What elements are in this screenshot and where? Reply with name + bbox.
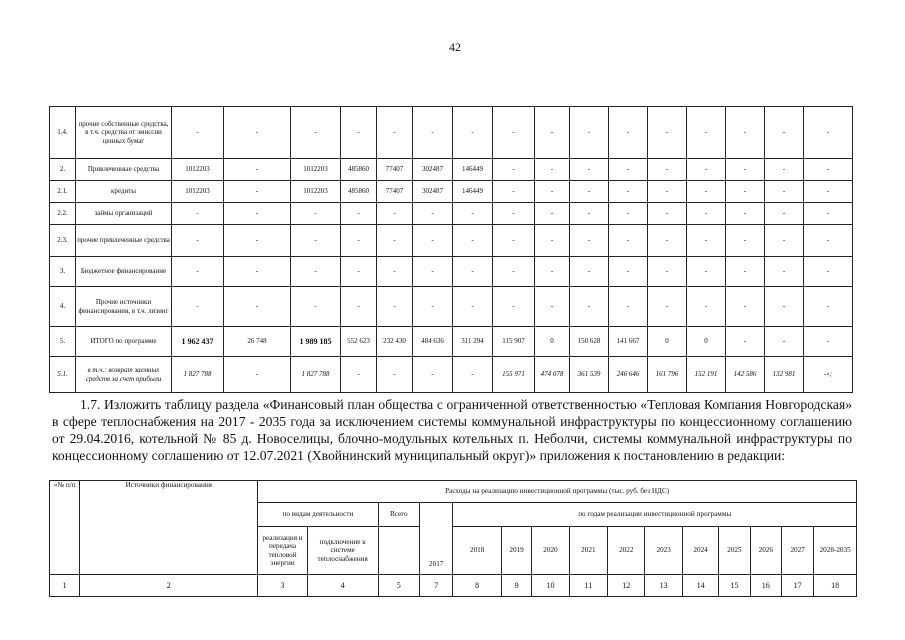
table-cell: - bbox=[413, 357, 453, 393]
table-cell: 132 981 bbox=[765, 357, 804, 393]
row-source-name: прочие собственные средства, в т.ч. средства от эмиссии ценных бумаг bbox=[76, 107, 172, 159]
row-source-name: Привлеченные средства bbox=[76, 159, 172, 181]
table-cell: - bbox=[765, 159, 804, 181]
table-cell: - bbox=[804, 287, 853, 327]
header-by-activity: по видам деятельности bbox=[258, 503, 378, 527]
table-cell: - bbox=[493, 159, 535, 181]
row-number: 2.1. bbox=[50, 181, 76, 203]
table-cell: - bbox=[224, 107, 291, 159]
table-cell: - bbox=[291, 107, 341, 159]
table-cell: - bbox=[535, 287, 570, 327]
row-number: 5. bbox=[50, 327, 76, 357]
header-year: 2023 bbox=[645, 527, 682, 575]
table-cell: 161 796 bbox=[648, 357, 687, 393]
table-cell: - bbox=[765, 257, 804, 287]
table-cell: - bbox=[413, 257, 453, 287]
table-cell: - bbox=[570, 107, 609, 159]
table-cell: - bbox=[172, 287, 224, 327]
header-expenses: Расходы на реализацию инвестиционной программы (тыс. руб. без НДС) bbox=[258, 481, 857, 503]
header-num: «№ п/п bbox=[50, 481, 80, 575]
table-cell: - bbox=[413, 203, 453, 225]
row-number: 3. bbox=[50, 257, 76, 287]
table-cell: - bbox=[341, 287, 377, 327]
table-cell: 1012203 bbox=[172, 159, 224, 181]
table-cell: - bbox=[609, 287, 648, 327]
table-cell: - bbox=[341, 203, 377, 225]
row-number: 2.3. bbox=[50, 225, 76, 257]
row-source-name: в т.ч.: возврат заемных средств за счет прибыли bbox=[76, 357, 172, 393]
table-row bbox=[50, 287, 853, 327]
header-year: 2025 bbox=[719, 527, 750, 575]
table-cell: - bbox=[224, 257, 291, 287]
row-number: 2. bbox=[50, 159, 76, 181]
table-cell: - bbox=[570, 287, 609, 327]
table-cell: - bbox=[291, 225, 341, 257]
table-cell: 361 539 bbox=[570, 357, 609, 393]
header-total-empty bbox=[378, 527, 419, 575]
column-number: 2 bbox=[80, 575, 258, 597]
row-source-name: кредиты bbox=[76, 181, 172, 203]
table-cell: - bbox=[609, 159, 648, 181]
table-cell: - bbox=[726, 203, 765, 225]
table-cell: - bbox=[726, 225, 765, 257]
table-cell: - bbox=[765, 225, 804, 257]
column-number: 13 bbox=[645, 575, 682, 597]
table-cell: - bbox=[535, 257, 570, 287]
table-cell: - bbox=[341, 257, 377, 287]
table-cell: - bbox=[535, 181, 570, 203]
table-cell: - bbox=[804, 327, 853, 357]
column-number: 9 bbox=[501, 575, 531, 597]
table-row bbox=[50, 181, 853, 203]
table-cell: - bbox=[687, 257, 726, 287]
table-cell: - bbox=[804, 225, 853, 257]
table-cell: - bbox=[224, 287, 291, 327]
table-cell: - bbox=[493, 107, 535, 159]
header-year: 2028-2035 bbox=[814, 527, 857, 575]
table-cell: - bbox=[291, 257, 341, 287]
table-cell: - bbox=[726, 257, 765, 287]
table-cell: - bbox=[648, 181, 687, 203]
table-cell: 0 bbox=[648, 327, 687, 357]
table-cell: - bbox=[413, 225, 453, 257]
table-cell: 302487 bbox=[413, 159, 453, 181]
header-realization: реализация и передача тепловой энергии bbox=[258, 527, 308, 575]
table-cell: - bbox=[453, 257, 493, 287]
column-number: 7 bbox=[420, 575, 453, 597]
table-cell: 1012203 bbox=[291, 159, 341, 181]
column-number: 4 bbox=[307, 575, 378, 597]
table-cell: 155 971 bbox=[493, 357, 535, 393]
table-cell: - bbox=[341, 225, 377, 257]
table-row bbox=[50, 203, 853, 225]
column-number: 11 bbox=[569, 575, 607, 597]
table-cell: - bbox=[453, 107, 493, 159]
page-number: 42 bbox=[449, 40, 461, 54]
table-cell: - bbox=[224, 225, 291, 257]
table-row bbox=[50, 327, 853, 357]
header-year: 2027 bbox=[781, 527, 813, 575]
table-cell: - bbox=[224, 159, 291, 181]
table-cell: - bbox=[765, 107, 804, 159]
table-row bbox=[50, 225, 853, 257]
table-cell: 0 bbox=[535, 327, 570, 357]
header-year: 2024 bbox=[682, 527, 718, 575]
table-cell: - bbox=[609, 257, 648, 287]
table-cell: - bbox=[453, 225, 493, 257]
table-cell: - bbox=[609, 203, 648, 225]
financial-plan-table-header bbox=[49, 480, 857, 597]
column-number: 16 bbox=[750, 575, 781, 597]
header-source: Источники финансирования bbox=[80, 481, 258, 575]
table-cell: - bbox=[687, 287, 726, 327]
table-cell: - bbox=[609, 225, 648, 257]
table-cell: - bbox=[726, 159, 765, 181]
header-year: 2026 bbox=[750, 527, 781, 575]
table-cell: - bbox=[341, 357, 377, 393]
table-cell: 302487 bbox=[413, 181, 453, 203]
table-cell: - bbox=[648, 203, 687, 225]
table-cell: - bbox=[535, 203, 570, 225]
table-cell: - bbox=[804, 159, 853, 181]
column-number: 5 bbox=[378, 575, 419, 597]
table-cell: - bbox=[648, 287, 687, 327]
table-cell: - bbox=[172, 257, 224, 287]
table-cell: - bbox=[224, 203, 291, 225]
clause-paragraph bbox=[52, 396, 852, 464]
column-number: 18 bbox=[814, 575, 857, 597]
column-number: 17 bbox=[781, 575, 813, 597]
table-cell: - bbox=[172, 203, 224, 225]
table-cell: 1 827 788 bbox=[172, 357, 224, 393]
table-cell: 1012203 bbox=[172, 181, 224, 203]
table-cell: - bbox=[493, 257, 535, 287]
table-cell: - bbox=[726, 287, 765, 327]
table-cell: - bbox=[570, 257, 609, 287]
table-cell: - bbox=[535, 159, 570, 181]
table-cell: - bbox=[765, 203, 804, 225]
table-cell: - bbox=[687, 225, 726, 257]
table-cell: - bbox=[687, 107, 726, 159]
table-cell: - bbox=[726, 181, 765, 203]
table-cell: - bbox=[804, 257, 853, 287]
table-cell: 484 636 bbox=[413, 327, 453, 357]
table-cell: - bbox=[804, 181, 853, 203]
table-cell: 141 667 bbox=[609, 327, 648, 357]
table-cell: 0 bbox=[687, 327, 726, 357]
table-cell: - bbox=[413, 287, 453, 327]
table-cell: - bbox=[648, 107, 687, 159]
row-source-name: Прочие источники финансирования, в т.ч. лизинг bbox=[76, 287, 172, 327]
table-cell: - bbox=[224, 181, 291, 203]
table-cell: - bbox=[493, 225, 535, 257]
table-cell: - bbox=[535, 107, 570, 159]
table-cell: 1 962 437 bbox=[172, 327, 224, 357]
table-cell: - bbox=[291, 287, 341, 327]
table-row bbox=[50, 257, 853, 287]
table-cell: 1012203 bbox=[291, 181, 341, 203]
table-cell: 152 191 bbox=[687, 357, 726, 393]
table-cell: - bbox=[493, 287, 535, 327]
table-cell: 232 430 bbox=[377, 327, 413, 357]
table-cell: - bbox=[804, 107, 853, 159]
table-cell: - bbox=[377, 225, 413, 257]
table-cell: - bbox=[453, 287, 493, 327]
row-number: 5.1. bbox=[50, 357, 76, 393]
table-cell: - bbox=[570, 181, 609, 203]
column-number: 8 bbox=[453, 575, 502, 597]
table-cell: - bbox=[687, 181, 726, 203]
table-cell: - bbox=[609, 181, 648, 203]
table-cell: - bbox=[570, 159, 609, 181]
header-total: Всего bbox=[378, 503, 419, 527]
table-cell: - bbox=[765, 287, 804, 327]
table-cell: 1 827 788 bbox=[291, 357, 341, 393]
table-cell: 474 078 bbox=[535, 357, 570, 393]
table-cell: - bbox=[413, 107, 453, 159]
table-cell: - bbox=[687, 159, 726, 181]
table-cell: - bbox=[687, 203, 726, 225]
table-cell: 1 989 185 bbox=[291, 327, 341, 357]
table-cell: - bbox=[377, 107, 413, 159]
table-cell: - bbox=[570, 203, 609, 225]
table-cell: 142 586 bbox=[726, 357, 765, 393]
table-cell: 485860 bbox=[341, 181, 377, 203]
table-cell: - bbox=[172, 107, 224, 159]
column-number: 1 bbox=[50, 575, 80, 597]
header-connection: подключение к системе теплоснабжения bbox=[307, 527, 378, 575]
table-cell: 311 294 bbox=[453, 327, 493, 357]
table-cell: - bbox=[377, 357, 413, 393]
header-year: 2019 bbox=[501, 527, 531, 575]
column-number: 15 bbox=[719, 575, 750, 597]
row-number: 4. bbox=[50, 287, 76, 327]
financing-table-continued bbox=[49, 106, 853, 393]
row-source-name: Бюджетное финансирование bbox=[76, 257, 172, 287]
column-number: 14 bbox=[682, 575, 718, 597]
table-cell: - bbox=[493, 181, 535, 203]
table-row bbox=[50, 357, 853, 393]
table-cell: - bbox=[726, 107, 765, 159]
table-cell: - bbox=[453, 203, 493, 225]
table-cell: 77407 bbox=[377, 181, 413, 203]
clause-text: 1.7. Изложить таблицу раздела «Финансовый план общества с ограниченной ответственностью «Тепловая Компания Новгородская» в сфере теплоснабжения на 2017 - 2035 года за исключением системы коммунальной инфраструктуры по концессионному соглашению от 29.04.2016, котельной № 85 д. Новоселицы, блочно-модульных котельных п. Неболчи, системы коммунальной инфраструктуры по концессионному соглашению от 12.07.2021 (Хвойнинский муниципальный округ)» приложения к постановлению в редакции: bbox=[52, 397, 852, 463]
table-cell: 146449 bbox=[453, 159, 493, 181]
header-by-years: по годам реализации инвестиционной программы bbox=[453, 503, 857, 527]
table-cell: - bbox=[535, 225, 570, 257]
table-cell: - bbox=[172, 225, 224, 257]
table-cell: - bbox=[765, 181, 804, 203]
table-row bbox=[50, 159, 853, 181]
table-cell: - bbox=[493, 203, 535, 225]
table-cell: - bbox=[570, 225, 609, 257]
row-number: 2.2. bbox=[50, 203, 76, 225]
row-source-name: прочие привлеченные средства bbox=[76, 225, 172, 257]
row-number: 1.4. bbox=[50, 107, 76, 159]
table-cell: - bbox=[453, 357, 493, 393]
column-number: 10 bbox=[532, 575, 569, 597]
table-cell: - bbox=[648, 225, 687, 257]
table-cell: 552 623 bbox=[341, 327, 377, 357]
table-cell: - bbox=[341, 107, 377, 159]
table-cell: - bbox=[648, 159, 687, 181]
row-source-name: ИТОГО по программе bbox=[76, 327, 172, 357]
table-cell: - bbox=[609, 107, 648, 159]
table-cell: 150 628 bbox=[570, 327, 609, 357]
header-year: 2020 bbox=[532, 527, 569, 575]
table-cell: - bbox=[377, 257, 413, 287]
table-cell: - bbox=[291, 203, 341, 225]
table-row bbox=[50, 107, 853, 159]
column-number: 3 bbox=[258, 575, 308, 597]
header-year: 2022 bbox=[608, 527, 645, 575]
table-cell: - bbox=[377, 287, 413, 327]
column-number: 12 bbox=[608, 575, 645, 597]
table-cell: 146449 bbox=[453, 181, 493, 203]
table-cell: - bbox=[804, 203, 853, 225]
table-cell: 26 748 bbox=[224, 327, 291, 357]
row-source-name: займы организаций bbox=[76, 203, 172, 225]
header-year: 2021 bbox=[569, 527, 607, 575]
table-cell: -»; bbox=[804, 357, 853, 393]
table-cell: 246 646 bbox=[609, 357, 648, 393]
table-cell: 77407 bbox=[377, 159, 413, 181]
table-cell: - bbox=[765, 327, 804, 357]
header-year-2017: 2017 bbox=[420, 503, 453, 575]
table-cell: - bbox=[648, 257, 687, 287]
table-cell: 115 907 bbox=[493, 327, 535, 357]
header-year: 2018 bbox=[453, 527, 502, 575]
table-cell: - bbox=[224, 357, 291, 393]
table-cell: - bbox=[726, 327, 765, 357]
table-cell: 485860 bbox=[341, 159, 377, 181]
table-cell: - bbox=[377, 203, 413, 225]
